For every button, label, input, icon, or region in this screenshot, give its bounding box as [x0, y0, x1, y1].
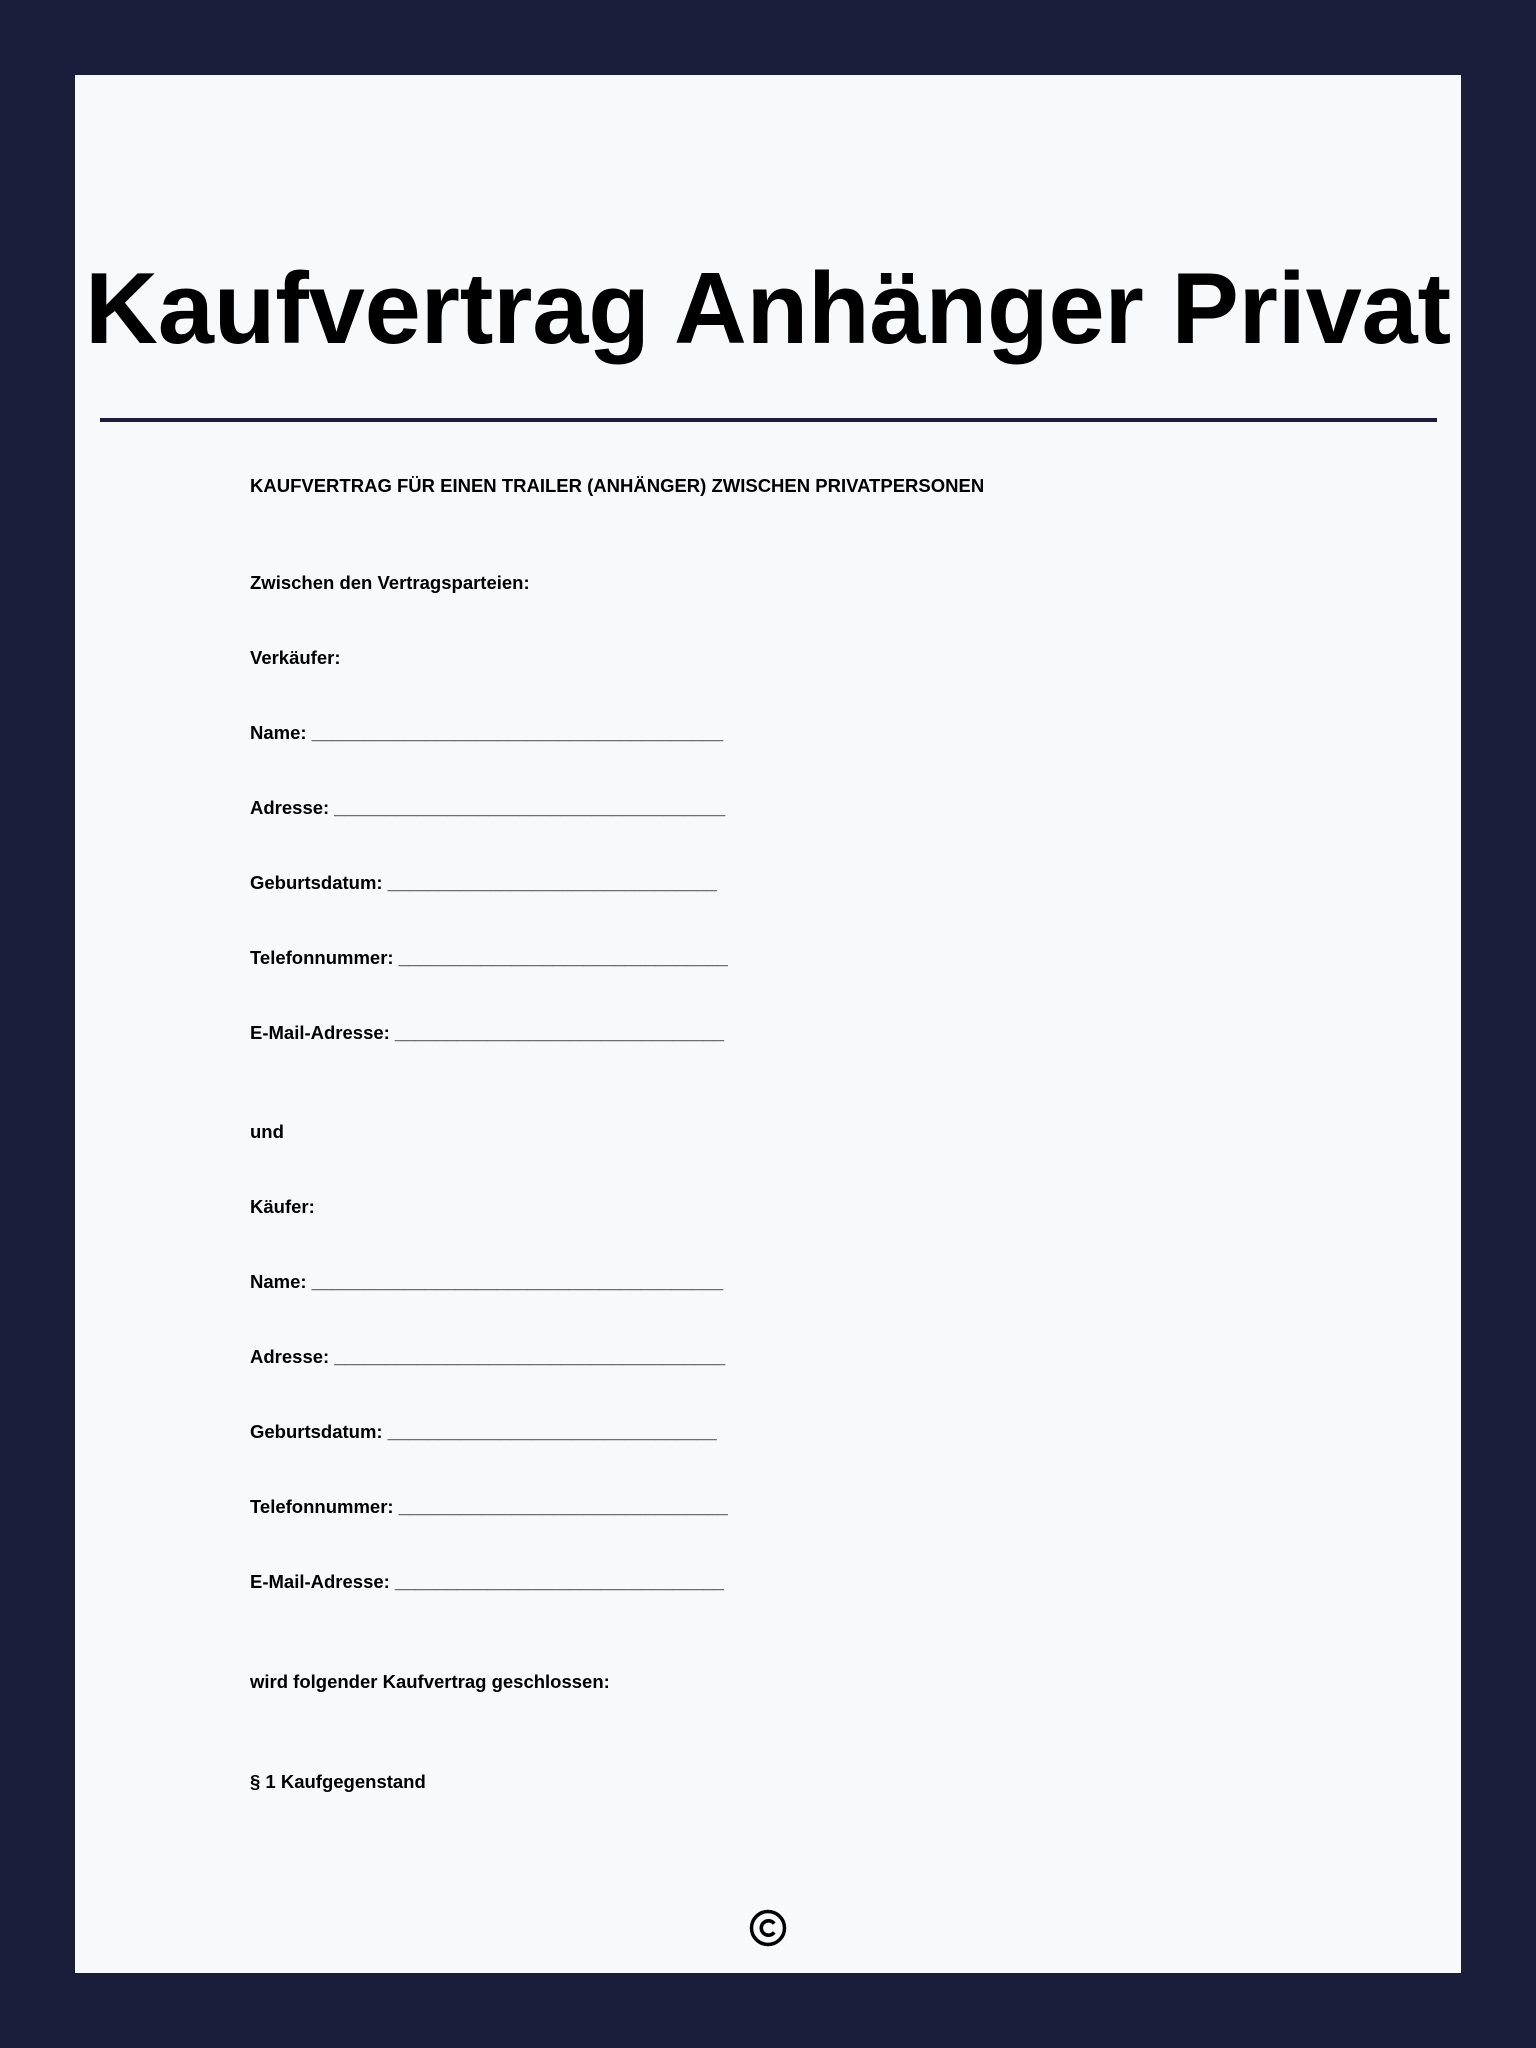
buyer-phone-field — [250, 1496, 728, 1518]
field-label: E-Mail-Adresse: — [250, 1022, 390, 1043]
buyer-birthdate-field — [250, 1421, 717, 1443]
field-label: Geburtsdatum: — [250, 872, 383, 893]
document-title: Kaufvertrag Anhänger Privat — [85, 253, 1451, 365]
field-label: Name: — [250, 722, 307, 743]
section-1-heading: § 1 Kaufgegenstand — [250, 1771, 426, 1792]
document-page — [75, 75, 1461, 1973]
field-label: Telefonnummer: — [250, 1496, 394, 1517]
buyer-address-blank[interactable]: ______________________________________ — [334, 1346, 726, 1367]
seller-birthdate-field — [250, 872, 717, 894]
seller-birthdate-blank[interactable]: ________________________________ — [387, 872, 717, 893]
buyer-email-blank[interactable]: ________________________________ — [394, 1571, 725, 1592]
field-label: Name: — [250, 1271, 307, 1292]
buyer-birthdate-blank[interactable]: ________________________________ — [387, 1421, 717, 1442]
seller-phone-field — [250, 947, 728, 969]
field-label: Geburtsdatum: — [250, 1421, 383, 1442]
seller-name-field — [250, 722, 723, 744]
contract-heading: KAUFVERTRAG FÜR EINEN TRAILER (ANHÄNGER) ZWISCHEN PRIVATPERSONEN — [250, 475, 985, 496]
seller-email-blank[interactable]: ________________________________ — [394, 1022, 725, 1043]
field-label: Telefonnummer: — [250, 947, 394, 968]
title-divider — [100, 418, 1437, 422]
seller-address-field — [250, 797, 725, 819]
seller-phone-blank[interactable]: ________________________________ — [398, 947, 728, 968]
seller-label: Verkäufer: — [250, 647, 341, 668]
closing-text: wird folgender Kaufvertrag geschlossen: — [250, 1671, 610, 1692]
seller-name-blank[interactable]: ________________________________________ — [311, 722, 724, 743]
buyer-name-blank[interactable]: ________________________________________ — [311, 1271, 724, 1292]
seller-email-field — [250, 1022, 724, 1044]
buyer-address-field — [250, 1346, 725, 1368]
buyer-email-field — [250, 1571, 724, 1593]
field-label: Adresse: — [250, 1346, 330, 1367]
buyer-name-field — [250, 1271, 723, 1293]
parties-intro: Zwischen den Vertragsparteien: — [250, 572, 530, 593]
seller-address-blank[interactable]: ______________________________________ — [334, 797, 726, 818]
conjunction-text: und — [250, 1121, 284, 1142]
copyright-icon — [749, 1909, 787, 1947]
field-label: E-Mail-Adresse: — [250, 1571, 390, 1592]
field-label: Adresse: — [250, 797, 330, 818]
buyer-label: Käufer: — [250, 1196, 315, 1217]
buyer-phone-blank[interactable]: ________________________________ — [398, 1496, 728, 1517]
